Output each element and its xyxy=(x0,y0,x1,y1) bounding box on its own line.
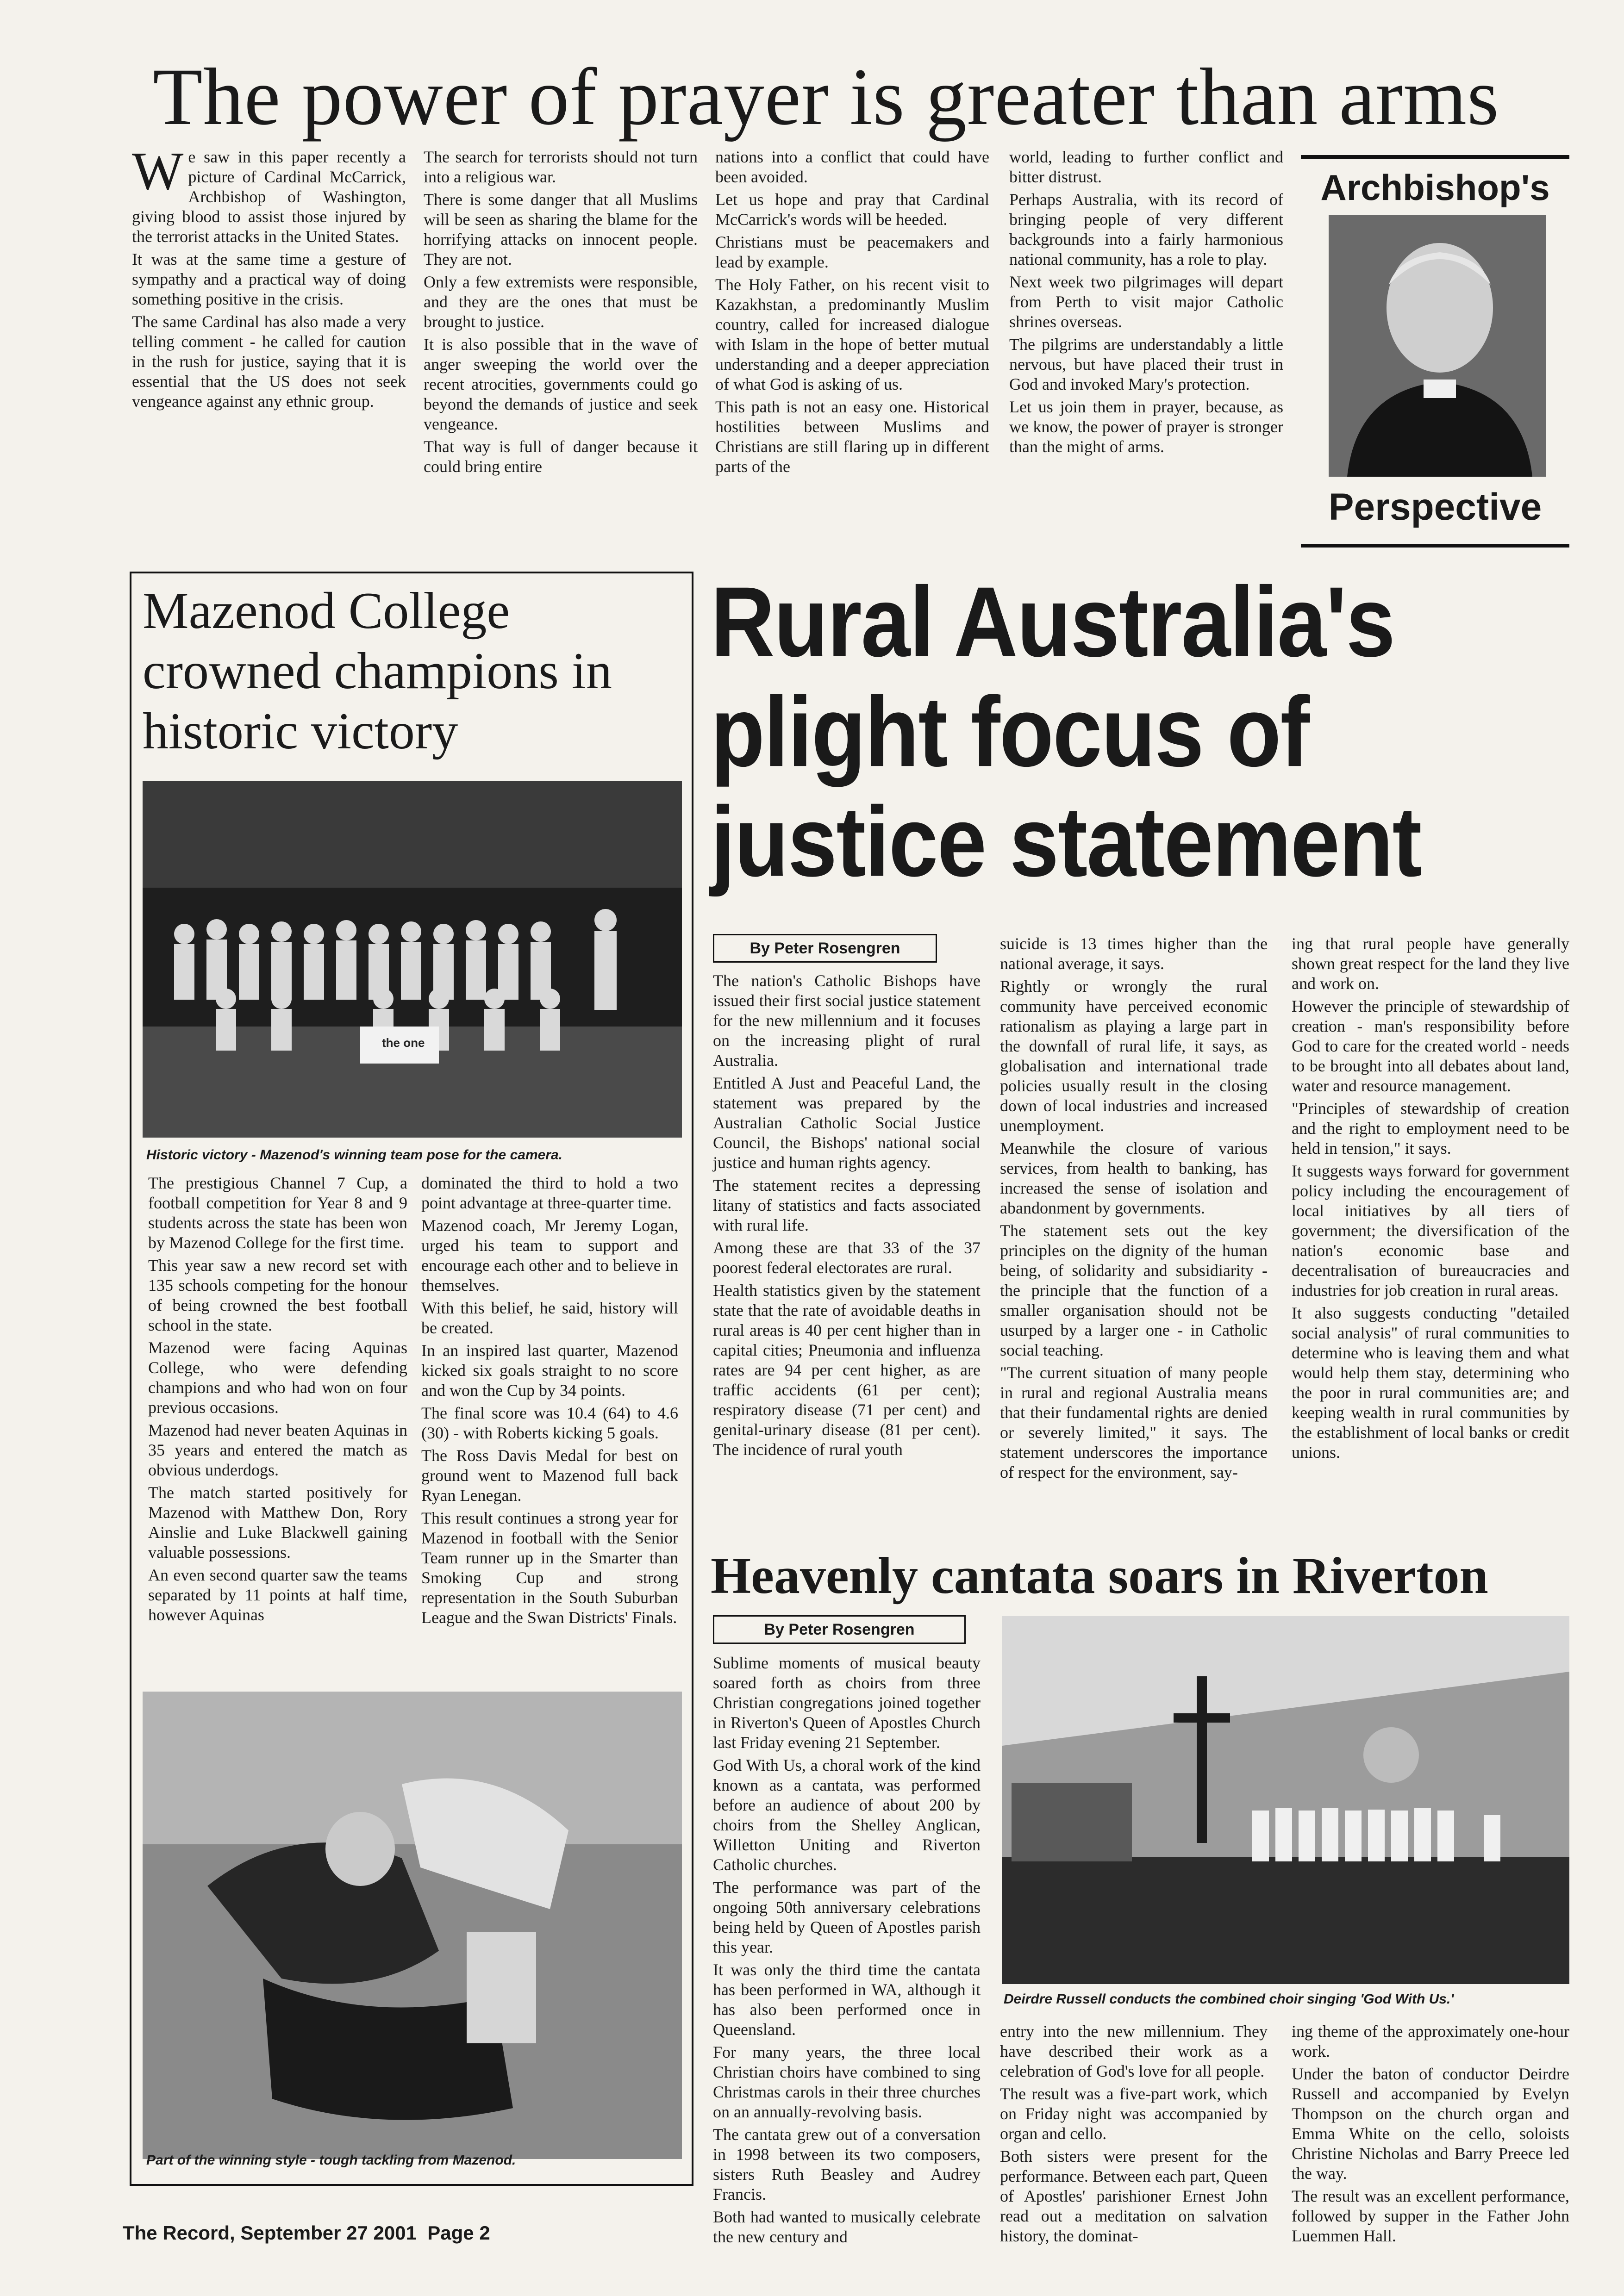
archbishop-box-bottom-rule xyxy=(1301,544,1569,548)
editorial-paragraph: Perhaps Australia, with its record of bringing people of very different backgrounds into a fairly harmonious national community, has a role to play. xyxy=(1009,190,1283,268)
editorial-column-2 xyxy=(424,147,698,479)
mazenod-paragraph: Mazenod coach, Mr Jeremy Logan, urged his team to support and encourage each other and to believe in themselves. xyxy=(421,1216,678,1294)
rural-paragraph: The nation's Catholic Bishops have issued their first social justice statement for the new millennium and it focuses on the increasing plight of rural Australia. xyxy=(713,971,981,1070)
team-photo-image xyxy=(143,781,682,1138)
cantata-column-2 xyxy=(1000,2022,1268,2249)
mazenod-column-1 xyxy=(148,1173,407,1628)
cantata-paragraph: The performance was part of the ongoing 50th anniversary celebrations being held by Queen of Apostles parish this year. xyxy=(713,1878,981,1956)
rural-paragraph: It also suggests conducting "detailed social analysis" of rural communities to determine who is leaving them and what would help them stay, determining who the poor in rural communities are; and keeping wealth in rural communities by the establishment of local banks or credit unions. xyxy=(1292,1304,1569,1462)
cantata-paragraph: Sublime moments of musical beauty soared forth as choirs from three Christian congregations joined together in Riverton's Queen of Apostles Church last Friday evening 21 September. xyxy=(713,1654,981,1752)
tackle-photo xyxy=(143,1692,682,2159)
team-photo-banner-text: the one xyxy=(382,1036,425,1050)
choir-photo-image xyxy=(1002,1616,1569,1984)
cantata-paragraph: God With Us, a choral work of the kind known as a cantata, was performed before an audience of about 200 by choirs from the Shelley Anglican, Willetton Uniting and Riverton Catholic churches. xyxy=(713,1756,981,1874)
editorial-paragraph: Let us join them in prayer, because, as we know, the power of prayer is stronger than the might of arms. xyxy=(1009,398,1283,456)
editorial-paragraph: world, leading to further conflict and bitter distrust. xyxy=(1009,148,1283,186)
cantata-paragraph: It was only the third time the cantata has been performed in WA, although it has also been performed once in Queensland. xyxy=(713,1960,981,2039)
tackle-photo-caption: Part of the winning style - tough tackling from Mazenod. xyxy=(146,2153,516,2168)
cantata-column-1 xyxy=(713,1653,981,2250)
rural-column-2 xyxy=(1000,934,1268,1485)
cantata-paragraph: Both sisters were present for the performance. Between each part, Queen of Apostles' parishioner Ernest John read out a meditation on salvation history, the dominat- xyxy=(1000,2147,1268,2245)
editorial-paragraph: e saw in this paper recently a picture of Cardinal McCarrick, Archbishop of Washington, giving blood to assist those injured by the terrorist attacks in the United States. xyxy=(132,148,406,246)
editorial-paragraph: Next week two pilgrimages will depart from Perth to visit major Catholic shrines overseas. xyxy=(1009,273,1283,331)
rural-byline: By Peter Rosengren xyxy=(713,934,937,963)
mazenod-paragraph: This result continues a strong year for Mazenod in football with the Senior Team runner up in the Smarter than Smoking Cup and strong representation in the South Suburban League and the Swan Districts' Finals. xyxy=(421,1509,678,1627)
mazenod-team-photo xyxy=(143,781,682,1138)
rural-column-1 xyxy=(713,971,981,1462)
rural-paragraph: suicide is 13 times higher than the national average, it says. xyxy=(1000,934,1268,973)
rural-paragraph: It suggests ways forward for government policy including the encouragement of local initiatives by all tiers of government; the diversification of the nation's economic base and decentralisation of bureaucracies and industries for job creation in rural areas. xyxy=(1292,1162,1569,1300)
editorial-paragraph: There is some danger that all Muslims will be seen as sharing the blame for the horrifying attacks on innocent people. They are not. xyxy=(424,190,698,268)
choir-photo-caption: Deirdre Russell conducts the combined choir singing 'God With Us.' xyxy=(1004,1991,1454,2007)
archbishop-portrait xyxy=(1329,215,1546,477)
editorial-paragraph: This path is not an easy one. Historical hostilities between Muslims and Christians are still flaring up in different parts of the xyxy=(715,398,989,476)
editorial-paragraph: Christians must be peacemakers and lead by example. xyxy=(715,233,989,271)
editorial-paragraph: It was at the same time a gesture of sympathy and a practical way of doing something positive in the crisis. xyxy=(132,250,406,308)
rural-paragraph: ing that rural people have generally shown great respect for the land they live and work on. xyxy=(1292,934,1569,993)
mazenod-paragraph: This year saw a new record set with 135 schools competing for the honour of being crowned the best football school in the state. xyxy=(148,1256,407,1334)
cantata-byline: By Peter Rosengren xyxy=(713,1615,966,1644)
mazenod-headline: Mazenod College crowned champions in historic victory xyxy=(143,582,612,760)
page-footer: The Record, September 27 2001 Page 2 xyxy=(123,2222,490,2244)
editorial-paragraph: Only a few extremists were responsible, and they are the ones that must be brought to justice. xyxy=(424,273,698,331)
editorial-paragraph: The Holy Father, on his recent visit to Kazakhstan, a predominantly Muslim country, called for increased dialogue with Islam in the hope of better mutual understanding and a deeper appreciation of what God is asking of us. xyxy=(715,275,989,393)
rural-paragraph: Meanwhile the closure of various services, from health to banking, has increased the sense of isolation and abandonment by governments. xyxy=(1000,1139,1268,1217)
rural-paragraph: Health statistics given by the statement state that the rate of avoidable deaths in rural areas is 40 per cent higher than in capital cities; Pneumonia and influenza rates are 94 per cent higher, as are traffic accidents (61 per cent); respiratory disease (71 per cent) and genital-urinary disease (81 per cent). The incidence of rural youth xyxy=(713,1281,981,1459)
cantata-paragraph: Both had wanted to musically celebrate the new century and xyxy=(713,2208,981,2246)
editorial-paragraph: The pilgrims are understandably a little nervous, but have placed their trust in God and invoked Mary's protection. xyxy=(1009,335,1283,393)
cantata-paragraph: Under the baton of conductor Deirdre Russell and accompanied by Evelyn Thompson on the church organ and Emma White on the cello, soloists Christine Nicholas and Barry Preece led the way. xyxy=(1292,2065,1569,2183)
cantata-headline: Heavenly cantata soars in Riverton xyxy=(711,1547,1488,1605)
mazenod-paragraph: In an inspired last quarter, Mazenod kicked six goals straight to no score and won the Cup by 34 points. xyxy=(421,1341,678,1400)
archbishop-box-top-rule xyxy=(1301,155,1569,159)
cantata-paragraph: The cantata grew out of a conversation in 1998 between its two composers, sisters Ruth Beasley and Audrey Francis. xyxy=(713,2125,981,2203)
rural-headline: Rural Australia's plight focus of justice statement xyxy=(711,566,1421,897)
rural-paragraph: The statement recites a depressing litany of statistics and facts associated with rural life. xyxy=(713,1176,981,1234)
editorial-column-1 xyxy=(132,141,406,414)
cantata-paragraph: For many years, the three local Christian choirs have combined to sing Christmas carols in their three churches on an annually-revolving basis. xyxy=(713,2043,981,2121)
archbishop-portrait-image xyxy=(1329,215,1546,477)
editorial-paragraph: The same Cardinal has also made a very telling comment - he called for caution in the rush for justice, saying that it is essential that the US does not seek vengeance against any ethnic group. xyxy=(132,312,406,411)
rural-paragraph: "Principles of stewardship of creation and the right to employment need to be held in tension," it says. xyxy=(1292,1099,1569,1157)
team-photo-caption: Historic victory - Mazenod's winning team pose for the camera. xyxy=(146,1147,563,1163)
mazenod-paragraph: The match started positively for Mazenod with Matthew Don, Rory Ainslie and Luke Blackwell gaining valuable possessions. xyxy=(148,1483,407,1562)
rural-paragraph: "The current situation of many people in rural and regional Australia means that their fundamental rights are denied or severely limited," it says. The statement underscores the importance of respect for the environment, say- xyxy=(1000,1363,1268,1481)
cantata-paragraph: The result was a five-part work, which on Friday night was accompanied by organ and cello. xyxy=(1000,2084,1268,2143)
mazenod-paragraph: An even second quarter saw the teams separated by 11 points at half time, however Aquinas xyxy=(148,1566,407,1624)
editorial-column-4 xyxy=(1009,147,1283,460)
cantata-paragraph: The result was an excellent performance, followed by supper in the Father John Luemmen Hall. xyxy=(1292,2187,1569,2245)
archbishop-box-title: Archbishop's xyxy=(1320,167,1550,208)
editorial-column-3 xyxy=(715,147,989,479)
drop-cap: W xyxy=(132,141,184,201)
cantata-paragraph: entry into the new millennium. They have described their work as a celebration of God's love for all people. xyxy=(1000,2022,1268,2080)
rural-paragraph: The statement sets out the key principles on the dignity of the human being, of solidarity and subsidiarity - the principle that the function of a smaller organisation should not be usurped by a larger one - in Catholic social teaching. xyxy=(1000,1221,1268,1359)
editorial-paragraph: The search for terrorists should not turn into a religious war. xyxy=(424,148,698,186)
mazenod-paragraph: The Ross Davis Medal for best on ground went to Mazenod full back Ryan Lenegan. xyxy=(421,1446,678,1505)
archbishop-box-subtitle: Perspective xyxy=(1328,486,1542,528)
editorial-paragraph: Let us hope and pray that Cardinal McCarrick's words will be heeded. xyxy=(715,190,989,229)
mazenod-paragraph: With this belief, he said, history will be created. xyxy=(421,1299,678,1337)
tackle-photo-image xyxy=(143,1692,682,2159)
mazenod-paragraph: Mazenod had never beaten Aquinas in 35 years and entered the match as obvious underdogs. xyxy=(148,1421,407,1479)
choir-photo xyxy=(1002,1616,1569,1984)
mazenod-paragraph: Mazenod were facing Aquinas College, who were defending champions and who had won on four previous occasions. xyxy=(148,1338,407,1417)
mazenod-paragraph: The prestigious Channel 7 Cup, a football competition for Year 8 and 9 students across the state has been won by Mazenod College for the first time. xyxy=(148,1174,407,1252)
page-headline: The power of prayer is greater than arms xyxy=(153,52,1499,142)
rural-paragraph: However the principle of stewardship of creation - man's responsibility before God to care for the created world - needs to be brought into all debates about land, water and resource management. xyxy=(1292,997,1569,1095)
editorial-paragraph: It is also possible that in the wave of anger sweeping the world over the recent atrocities, governments could go beyond the demands of justice and seek vengeance. xyxy=(424,335,698,433)
mazenod-column-2 xyxy=(421,1173,678,1630)
cantata-paragraph: ing theme of the approximately one-hour work. xyxy=(1292,2022,1569,2060)
editorial-paragraph: nations into a conflict that could have been avoided. xyxy=(715,148,989,186)
rural-paragraph: Entitled A Just and Peaceful Land, the statement was prepared by the Australian Catholic Social Justice Council, the Bishops' national social justice and human rights agency. xyxy=(713,1074,981,1172)
mazenod-paragraph: dominated the third to hold a two point advantage at three-quarter time. xyxy=(421,1174,678,1212)
cantata-column-3 xyxy=(1292,2022,1569,2249)
rural-paragraph: Among these are that 33 of the 37 poorest federal electorates are rural. xyxy=(713,1238,981,1277)
rural-column-3 xyxy=(1292,934,1569,1465)
rural-paragraph: Rightly or wrongly the rural community have perceived economic rationalism as playing a large part in the downfall of rural life, it says, as globalisation and international trade policies usually result in the closing down of local industries and increased unemployment. xyxy=(1000,977,1268,1135)
mazenod-paragraph: The final score was 10.4 (64) to 4.6 (30) - with Roberts kicking 5 goals. xyxy=(421,1404,678,1442)
editorial-paragraph: That way is full of danger because it could bring entire xyxy=(424,437,698,476)
